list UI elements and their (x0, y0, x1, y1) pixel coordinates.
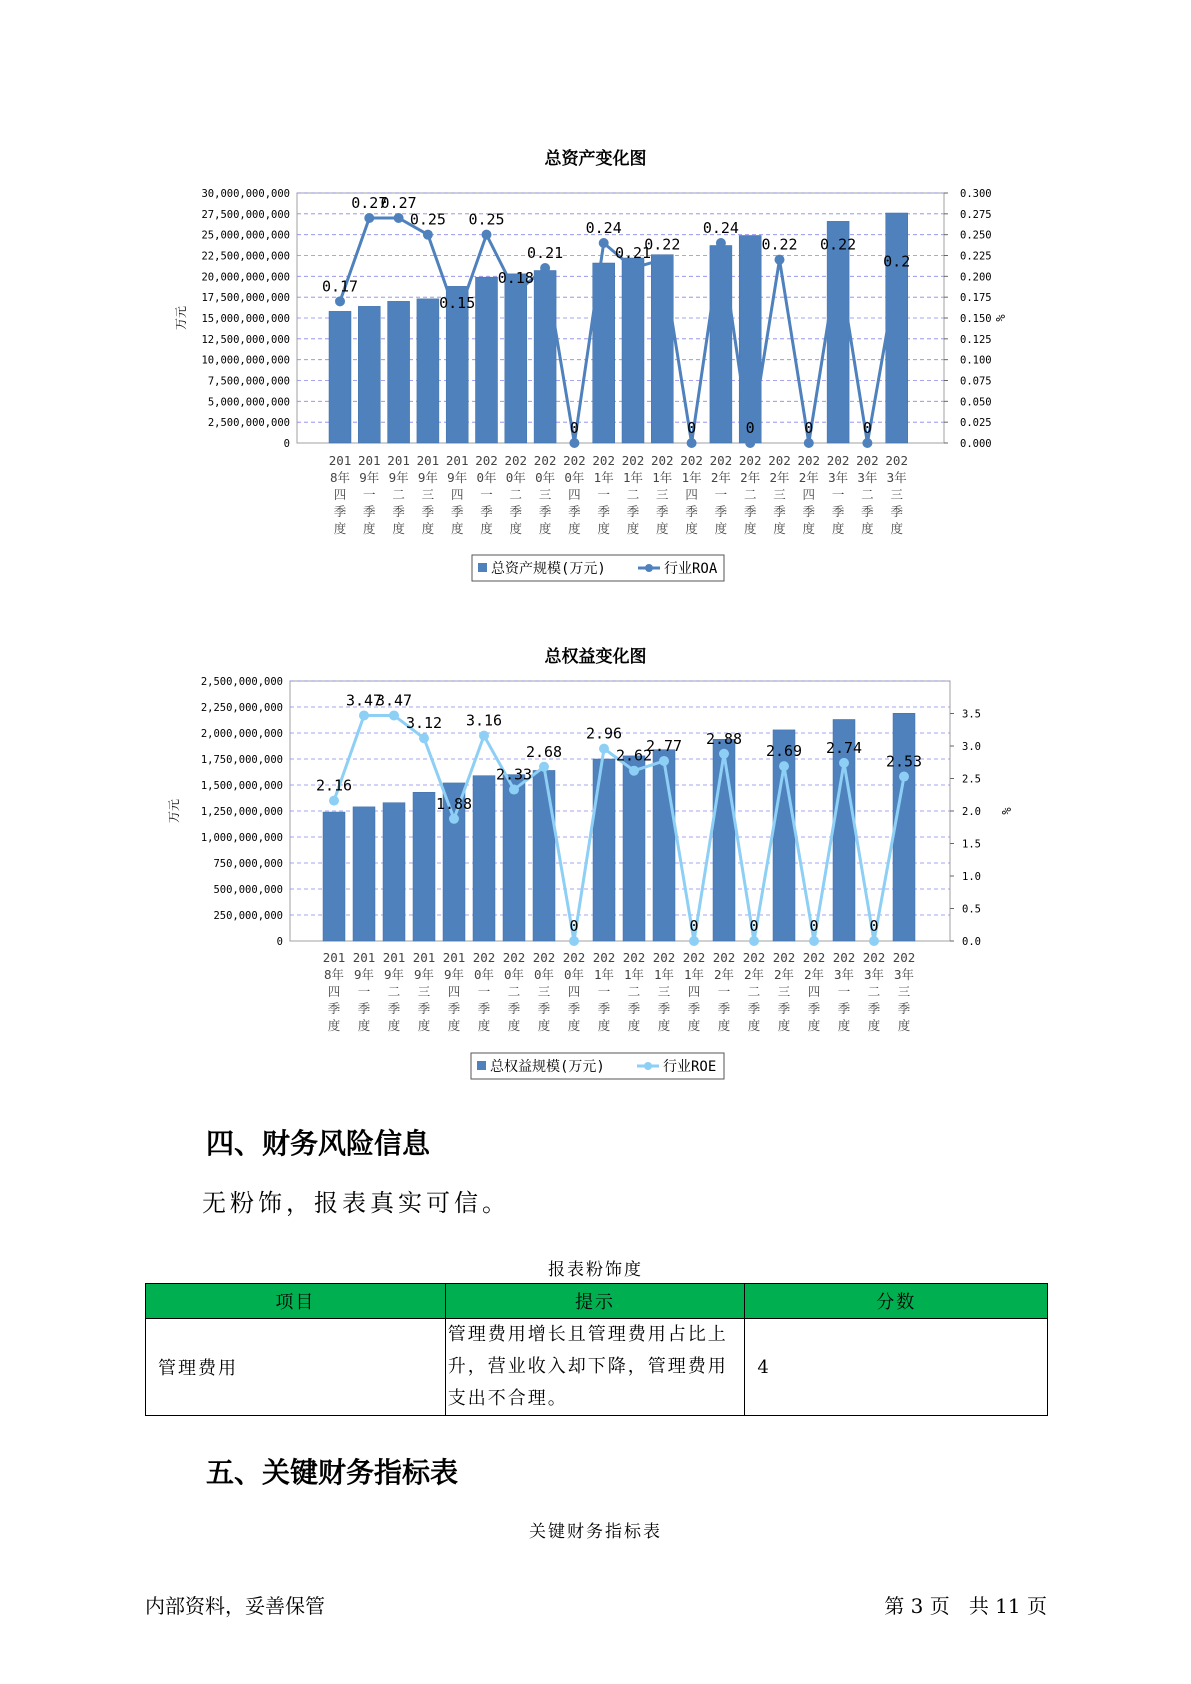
data-label: 0.22 (820, 235, 857, 254)
section4-heading: 四、财务风险信息 (206, 1127, 431, 1160)
x-tick-label: 201 9年二季度 (382, 950, 406, 1033)
footer-page-number: 第 3 页 共 11 页 (884, 1594, 1047, 1618)
x-tick-label: 202 1年一季度 (592, 950, 616, 1033)
y-right-tick-label: 1.0 (962, 871, 981, 883)
data-label: 0.25 (468, 210, 505, 229)
x-tick-label: 201 9年四季度 (442, 950, 466, 1033)
table-cell: 管理费用增长且管理费用占比上升，营业收入却下降，管理费用支出不合理。 (445, 1319, 745, 1416)
data-label: 3.47 (375, 691, 413, 710)
y-left-tick-label: 1,250,000,000 (200, 806, 283, 818)
y-left-tick-label: 750,000,000 (213, 858, 283, 870)
data-label: 0.24 (585, 219, 622, 237)
bar (623, 756, 645, 941)
line-point (839, 758, 849, 768)
y-right-tick-label: 3.0 (962, 741, 981, 753)
data-label: 0.24 (702, 219, 739, 237)
y-left-tick-label: 1,500,000,000 (200, 780, 283, 792)
data-label: 0 (687, 419, 697, 437)
line-point (359, 710, 369, 720)
line-point (449, 814, 459, 824)
x-tick-label: 202 2年一季度 (712, 950, 736, 1033)
data-label: 0.15 (439, 294, 476, 312)
y-right-tick-label: 0.0 (962, 936, 981, 948)
line-point (629, 766, 639, 776)
line-point (419, 733, 429, 743)
data-label: 2.77 (645, 736, 683, 755)
x-tick-label: 201 8年四季度 (322, 950, 346, 1033)
y-right-tick-label: 0.175 (960, 292, 992, 305)
line-point (809, 936, 819, 946)
y-left-tick-label: 0 (276, 936, 283, 948)
data-label: 0 (745, 419, 755, 437)
x-tick-label: 202 1年四季度 (682, 950, 706, 1033)
y-left-tick-label: 27,500,000,000 (201, 208, 290, 221)
y-left-tick-label: 0 (283, 438, 290, 450)
section4-text: 无粉饰，报表真实可信。 (202, 1189, 510, 1217)
data-label: 0.27 (351, 194, 388, 212)
y-right-tick-label: 2.5 (962, 773, 981, 786)
y-left-tick-label: 2,500,000,000 (200, 676, 283, 688)
y-right-tick-label: 1.5 (962, 838, 981, 851)
footer-confidential: 内部资料，妥善保管 (145, 1594, 325, 1618)
y-left-tick-label: 25,000,000,000 (201, 229, 290, 242)
x-tick-label: 201 9年三季度 (416, 453, 440, 536)
column-header: 提示 (445, 1284, 745, 1319)
x-tick-label: 201 9年三季度 (412, 950, 436, 1033)
x-tick-label: 202 2年四季度 (797, 453, 821, 536)
x-tick-label: 202 2年一季度 (709, 453, 733, 536)
x-tick-label: 202 0年一季度 (475, 453, 498, 536)
x-tick-label: 202 3年三季度 (885, 453, 908, 536)
data-label: 2.96 (585, 724, 623, 743)
x-tick-label: 201 9年二季度 (387, 453, 410, 536)
line-point (869, 936, 879, 946)
table-cell: 管理费用 (146, 1319, 446, 1416)
x-tick-label: 202 0年四季度 (563, 453, 586, 536)
x-tick-label: 202 0年二季度 (502, 950, 526, 1033)
x-tick-label: 202 3年三季度 (892, 950, 916, 1033)
x-tick-label: 202 3年二季度 (856, 453, 879, 536)
y-left-tick-label: 10,000,000,000 (201, 354, 290, 367)
y-left-tick-label: 15,000,000,000 (201, 313, 290, 325)
data-label: 2.53 (885, 752, 923, 771)
y-right-tick-label: 0.150 (960, 313, 992, 325)
x-tick-label: 201 8年四季度 (328, 453, 352, 536)
table-caption: 关键财务指标表 (529, 1522, 662, 1542)
data-label: 0.21 (527, 244, 564, 262)
data-label: 0.18 (497, 269, 534, 287)
x-tick-label: 202 3年一季度 (832, 950, 856, 1033)
y-right-tick-label: 0.025 (960, 417, 992, 430)
x-tick-label: 202 3年一季度 (826, 453, 850, 536)
line-point (389, 710, 399, 720)
whitewash-table (145, 1283, 1048, 1416)
y-right-tick-label: 0.250 (960, 229, 992, 242)
bar (503, 775, 525, 941)
line-point (329, 796, 339, 806)
bar (533, 770, 555, 941)
y-left-axis-label: 万元 (167, 798, 181, 824)
data-label: 0 (809, 917, 819, 935)
column-header: 分数 (745, 1284, 1048, 1319)
line-point (569, 936, 579, 946)
x-tick-label: 202 1年二季度 (622, 950, 646, 1033)
line-point (689, 936, 699, 946)
data-label: 2.16 (315, 776, 353, 795)
table-row (146, 1319, 1048, 1416)
legend-bar-swatch (477, 1061, 486, 1070)
data-label: 0 (569, 917, 579, 935)
table-cell: 4 (745, 1319, 1048, 1416)
line-point (719, 749, 729, 759)
data-label: 0 (862, 419, 872, 437)
data-label: 2.69 (765, 742, 803, 761)
chart1-title: 总资产变化图 (544, 149, 647, 169)
y-right-tick-label: 0.275 (960, 208, 992, 221)
y-left-tick-label: 7,500,000,000 (207, 375, 290, 388)
y-left-tick-label: 1,000,000,000 (200, 832, 283, 844)
y-right-tick-label: 0.225 (960, 250, 992, 263)
y-left-tick-label: 17,500,000,000 (201, 292, 290, 305)
bar (383, 803, 405, 941)
y-right-tick-label: 3.5 (962, 708, 981, 721)
data-label: 0.21 (614, 244, 652, 262)
data-label: 0 (869, 917, 879, 935)
x-tick-label: 202 3年二季度 (862, 950, 886, 1033)
x-tick-label: 201 9年一季度 (352, 950, 376, 1033)
data-label: 2.88 (705, 729, 743, 748)
line-point (509, 785, 519, 795)
y-right-tick-label: 0.200 (960, 271, 992, 284)
y-right-axis-label: % (999, 807, 1013, 815)
y-right-tick-label: 0.5 (962, 903, 981, 916)
data-label: 2.33 (495, 765, 533, 784)
table-header-row (146, 1284, 1048, 1319)
data-label: 2.68 (525, 742, 563, 761)
x-tick-label: 202 2年三季度 (768, 453, 791, 536)
line-point (599, 744, 609, 754)
legend-line-label: 行业ROA (664, 561, 718, 577)
y-left-tick-label: 30,000,000,000 (201, 188, 290, 200)
data-label: 3.16 (465, 711, 503, 730)
line-point (749, 936, 759, 946)
data-label: 0.27 (380, 194, 417, 212)
x-tick-label: 202 1年三季度 (651, 453, 674, 536)
data-label: 0 (689, 917, 699, 935)
x-tick-label: 202 0年二季度 (504, 453, 528, 536)
x-tick-label: 202 0年四季度 (562, 950, 586, 1033)
data-label: 0.2 (883, 252, 911, 271)
y-left-tick-label: 12,500,000,000 (201, 333, 290, 346)
x-tick-label: 202 2年二季度 (742, 950, 766, 1033)
y-right-axis-label: % (993, 314, 1007, 322)
x-tick-label: 202 1年三季度 (652, 950, 676, 1033)
data-label: 2.74 (825, 738, 863, 757)
y-right-tick-label: 0.000 (960, 438, 992, 450)
bar (473, 776, 495, 941)
data-label: 3.47 (345, 691, 383, 710)
bar (413, 792, 435, 941)
data-label: 0 (749, 917, 759, 935)
x-tick-label: 201 9年四季度 (445, 453, 469, 536)
y-left-tick-label: 2,000,000,000 (200, 728, 283, 740)
data-label: 1.88 (435, 794, 473, 813)
y-right-tick-label: 0.050 (960, 396, 992, 409)
bar (353, 807, 375, 941)
y-left-tick-label: 20,000,000,000 (201, 271, 290, 284)
x-tick-label: 202 2年三季度 (772, 950, 796, 1033)
x-tick-label: 202 0年一季度 (472, 950, 496, 1033)
line-point (779, 761, 789, 771)
x-tick-label: 202 0年三季度 (533, 453, 557, 536)
line-point (539, 762, 549, 772)
legend-line-label: 行业ROE (663, 1059, 717, 1075)
x-tick-label: 202 2年二季度 (738, 453, 762, 536)
y-left-axis-label: 万元 (174, 305, 188, 331)
data-label: 0.22 (761, 235, 798, 254)
bar (713, 739, 735, 941)
data-label: 0.22 (644, 235, 681, 254)
x-tick-label: 202 2年四季度 (802, 950, 826, 1033)
y-left-tick-label: 500,000,000 (213, 884, 283, 896)
y-right-tick-label: 0.100 (960, 354, 992, 367)
data-label: 2.62 (615, 746, 653, 765)
data-label: 0 (804, 419, 814, 437)
data-label: 3.12 (405, 714, 443, 733)
y-right-tick-label: 0.125 (960, 333, 992, 346)
line-point (899, 772, 909, 782)
y-left-tick-label: 1,750,000,000 (200, 754, 283, 766)
bar (893, 713, 915, 941)
y-left-tick-label: 2,250,000,000 (200, 702, 283, 714)
y-right-tick-label: 0.075 (960, 375, 992, 388)
section5-heading: 五、关键财务指标表 (206, 1456, 459, 1489)
x-tick-label: 202 1年四季度 (680, 453, 703, 536)
bar (323, 812, 345, 941)
data-label: 0.25 (409, 210, 446, 229)
x-tick-label: 202 1年二季度 (621, 453, 645, 536)
y-left-tick-label: 22,500,000,000 (201, 250, 290, 263)
chart2-title: 总权益变化图 (544, 647, 647, 667)
y-right-tick-label: 0.300 (960, 188, 992, 200)
legend-bar-label: 总资产规模(万元) (491, 561, 606, 577)
x-tick-label: 202 1年一季度 (592, 453, 615, 536)
x-tick-label: 202 0年三季度 (532, 950, 556, 1033)
data-label: 0.17 (321, 277, 359, 296)
bar (653, 750, 675, 941)
y-left-tick-label: 5,000,000,000 (207, 396, 290, 409)
x-tick-label: 201 9年一季度 (358, 453, 381, 536)
bar (593, 759, 615, 941)
table-caption: 报表粉饰度 (548, 1260, 643, 1280)
column-header: 项目 (146, 1284, 446, 1319)
data-label: 0 (569, 419, 579, 437)
line-point (479, 731, 489, 741)
legend-bar-label: 总权益规模(万元) (490, 1059, 605, 1075)
legend-line-marker (644, 1062, 652, 1070)
y-left-tick-label: 2,500,000,000 (207, 417, 290, 430)
y-left-tick-label: 250,000,000 (213, 910, 283, 922)
line-point (659, 756, 669, 766)
y-right-tick-label: 2.0 (962, 806, 981, 818)
